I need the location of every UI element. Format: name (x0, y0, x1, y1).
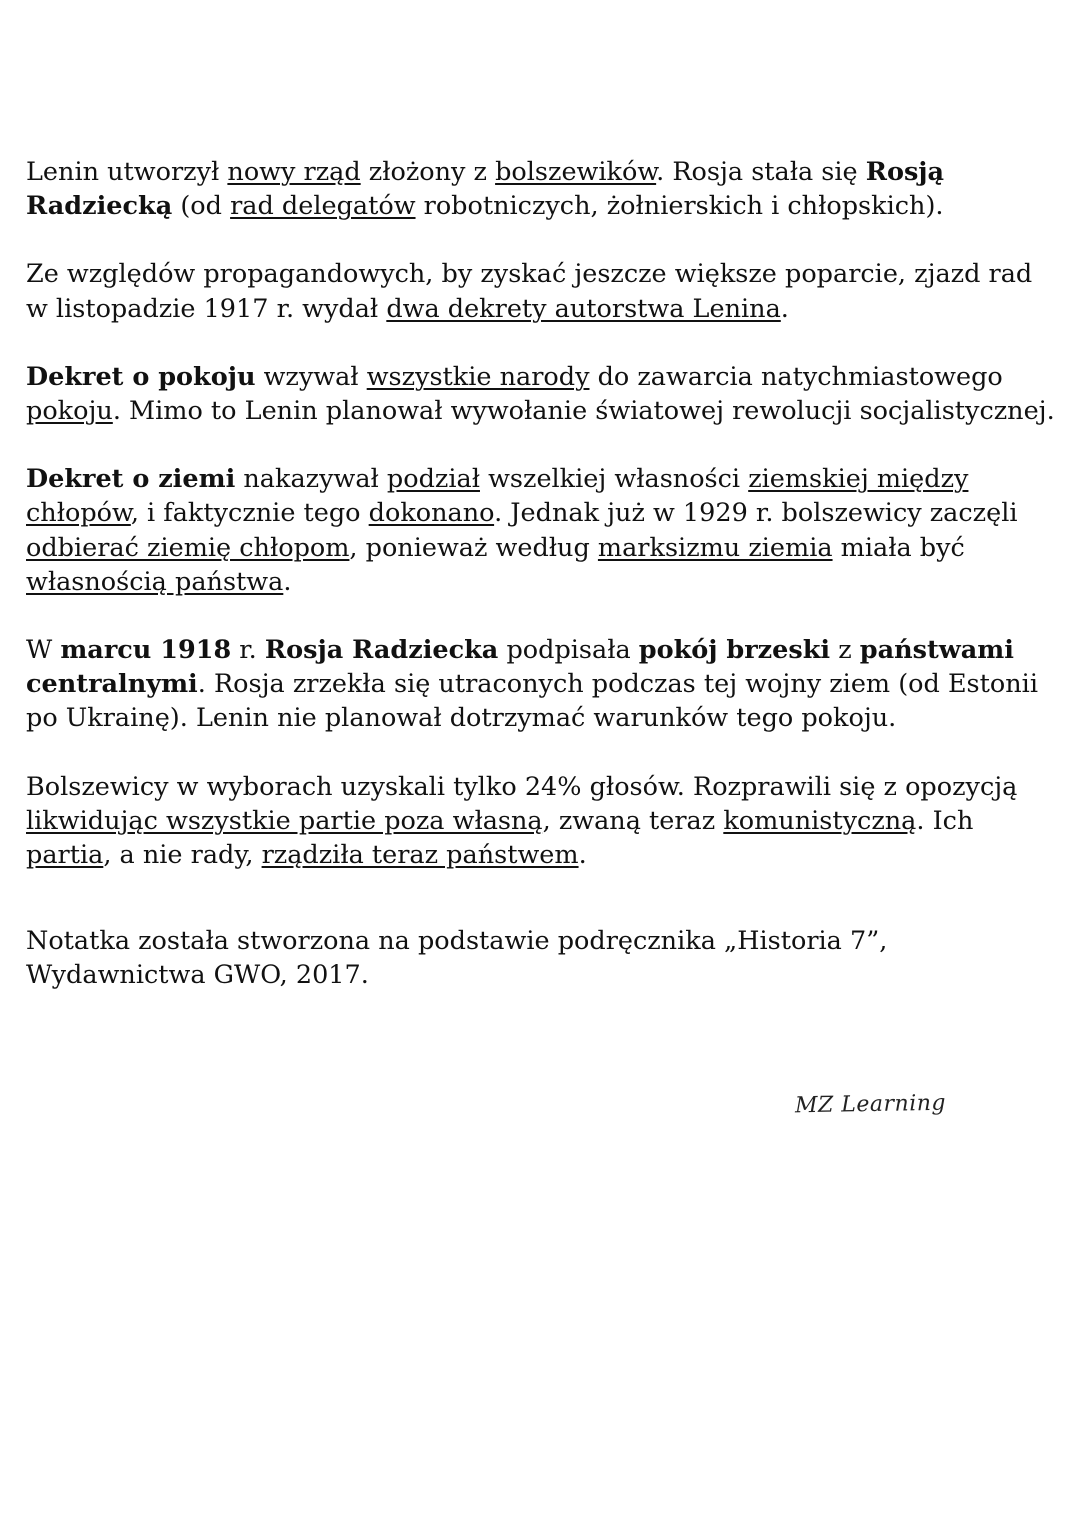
text-run: robotniczych, żołnierskich i chłopskich). (415, 191, 944, 222)
text-run: . Rosja zrzekła się utraconych podczas tej wojny ziem (od Estonii po Ukrainę). Lenin nie planował dotrzymać warunków tego pokoju. (26, 669, 1038, 734)
underlined-text: ziemskiej między chłopów (26, 464, 969, 529)
text-run: . Rosja stała się (656, 157, 866, 187)
underlined-text: dwa dekrety autorstwa Lenina (386, 293, 781, 324)
paragraph-1 (26, 155, 1062, 223)
underlined-text: komunistyczną (723, 805, 917, 836)
underlined-text: bolszewików (495, 157, 657, 187)
text-run: Lenin utworzył (26, 157, 228, 187)
text-run: miała być (832, 532, 965, 563)
text-run: . Ich (916, 805, 974, 836)
underlined-text: nowy rząd (227, 157, 361, 187)
bold-text: Rosja Radziecka (264, 635, 499, 666)
paragraph-2 (26, 257, 1062, 325)
signature: MZ Learning (794, 1090, 947, 1119)
underlined-text: własnością państwa (26, 566, 284, 597)
text-run: nakazywał (235, 464, 387, 495)
text-run: . (578, 840, 587, 871)
text-run: . (780, 293, 789, 324)
text-run: , zwaną teraz (542, 805, 724, 836)
text-run: podpisała (498, 635, 639, 666)
text-run: Ze względów propagandowych, by zyskać jeszcze większe poparcie, zjazd rad w listopadzie 1917 r. wydał (26, 259, 1033, 324)
underlined-text: odbierać ziemię chłopom (26, 532, 350, 563)
text-run: do zawarcia natychmiastowego (589, 361, 1003, 392)
bold-text: państwami centralnymi (26, 635, 1014, 700)
bold-text: Dekret o ziemi (26, 464, 236, 495)
text-run: . Mimo to Lenin planował wywołanie światowej rewolucji socjalistycznej. (112, 396, 1055, 427)
underlined-text: marksizmu ziemia (597, 532, 833, 563)
text-run: . Jednak już w 1929 r. bolszewicy zaczęli (494, 498, 1018, 529)
underlined-text: likwidując wszystkie partie poza własną (26, 805, 543, 836)
text-run: , ponieważ według (349, 532, 598, 563)
bold-text: Dekret o pokoju (26, 361, 256, 392)
paragraph-3 (26, 360, 1062, 428)
source-note: Notatka została stworzona na podstawie podręcznika „Historia 7”, Wydawnictwa GWO, 2017. (26, 926, 888, 991)
text-run: , i faktycznie tego (130, 498, 369, 529)
text-run: złożony z (360, 157, 496, 187)
underlined-text: partia (26, 840, 104, 871)
text-run: , a nie rady, (103, 840, 262, 871)
text-run: r. (231, 635, 265, 666)
text-run: W (26, 635, 61, 666)
paragraph-list (26, 155, 1062, 872)
paragraph-6 (26, 770, 1062, 873)
underlined-text: pokoju (26, 396, 113, 427)
underlined-text: wszystkie narody (366, 361, 590, 392)
underlined-text: podział (386, 464, 480, 495)
text-run: wzywał (255, 361, 367, 392)
underlined-text: rad delegatów (230, 191, 416, 222)
text-run: (od (172, 191, 231, 222)
paragraph-5 (26, 633, 1062, 736)
underlined-text: dokonano (368, 498, 495, 529)
bold-text: pokój brzeski (638, 635, 831, 666)
paragraph-4 (26, 462, 1062, 599)
underlined-text: rządziła teraz państwem (261, 840, 579, 871)
text-run: z (830, 635, 860, 666)
document-body (26, 155, 1062, 1027)
text-run: wszelkiej własności (479, 464, 749, 495)
bold-text: Rosją Radziecką (26, 157, 945, 222)
text-run: . (283, 566, 292, 597)
text-run: Bolszewicy w wyborach uzyskali tylko 24% głosów. Rozprawili się z opozycją (26, 771, 1018, 802)
bold-text: marcu 1918 (60, 635, 232, 666)
